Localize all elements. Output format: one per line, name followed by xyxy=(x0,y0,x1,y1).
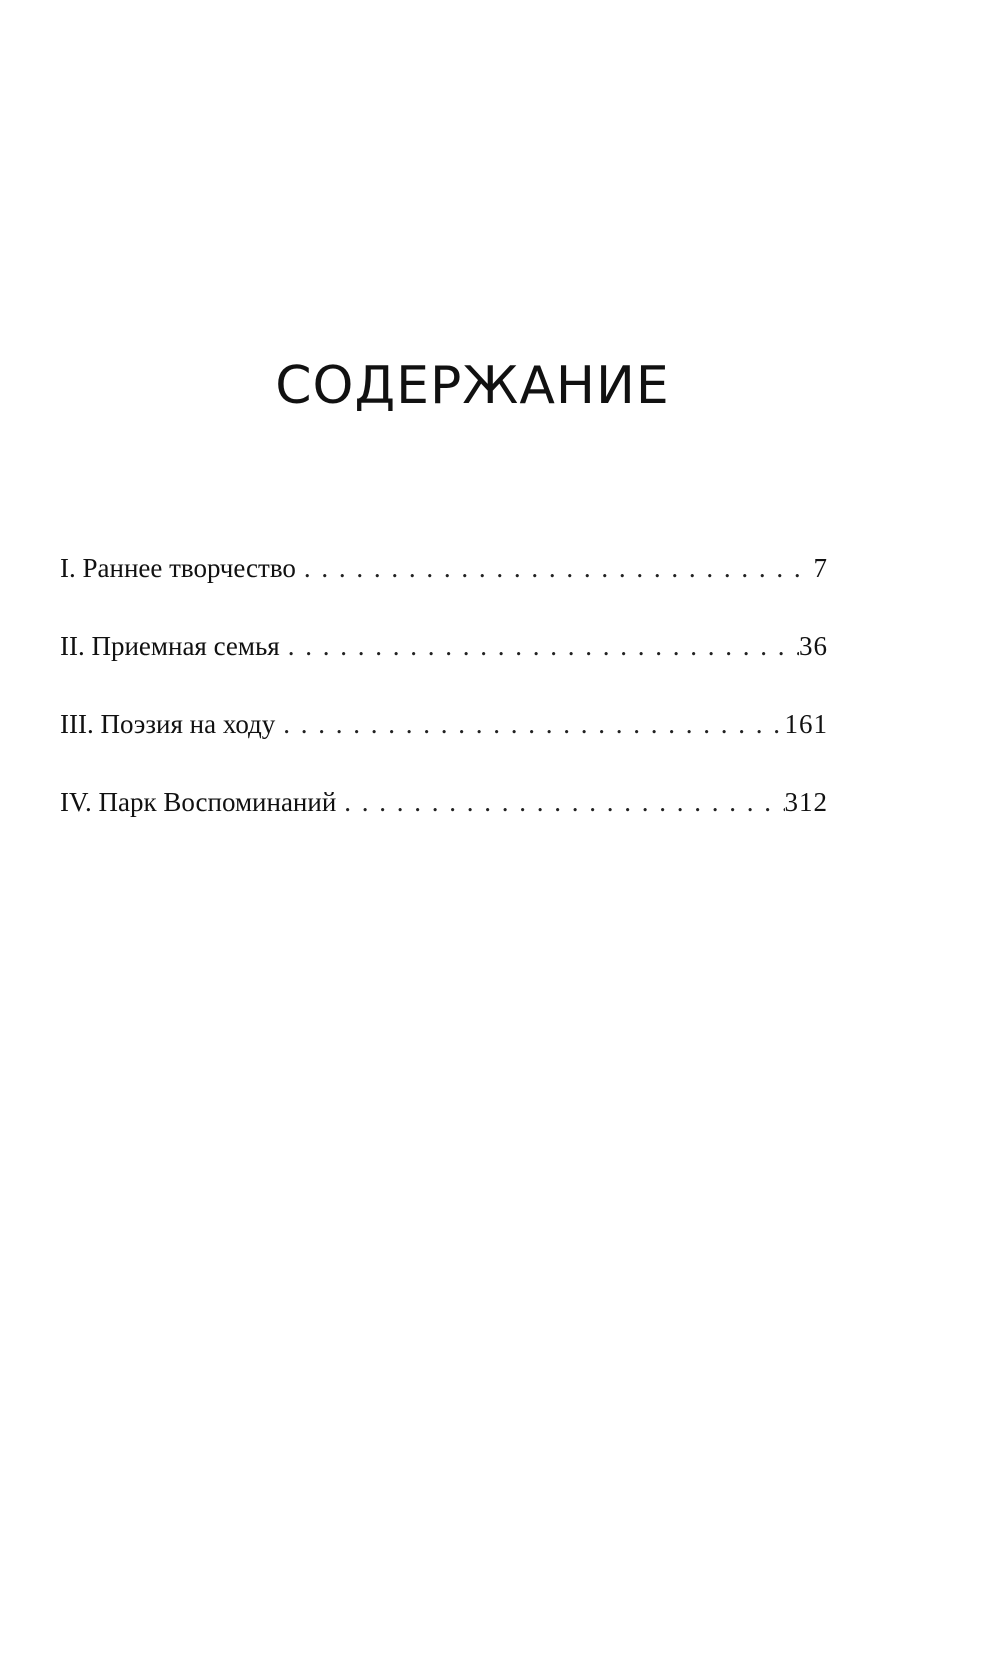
toc-dot-leader xyxy=(296,555,808,582)
toc-entry-label: I. Раннее творчество xyxy=(60,553,296,583)
toc-entry-page-number: 312 xyxy=(784,787,828,817)
toc-title: СОДЕРЖАНИЕ xyxy=(275,356,670,416)
toc-entry-page-number: 161 xyxy=(784,709,828,739)
toc-list xyxy=(60,555,828,867)
toc-dot-leader xyxy=(275,711,784,738)
toc-entry-label: III. Поэзия на ходу xyxy=(60,709,276,739)
toc-entry-page-number: 36 xyxy=(799,631,828,661)
toc-entry[interactable] xyxy=(60,789,828,867)
toc-entry-page-number: 7 xyxy=(813,553,828,583)
toc-dot-leader xyxy=(280,633,799,660)
toc-entry[interactable] xyxy=(60,633,828,711)
toc-entry[interactable] xyxy=(60,555,828,633)
toc-dot-leader xyxy=(336,789,784,816)
toc-entry-label: II. Приемная семья xyxy=(60,631,280,661)
toc-entry[interactable] xyxy=(60,711,828,789)
toc-entry-label: IV. Парк Воспоминаний xyxy=(60,787,337,817)
